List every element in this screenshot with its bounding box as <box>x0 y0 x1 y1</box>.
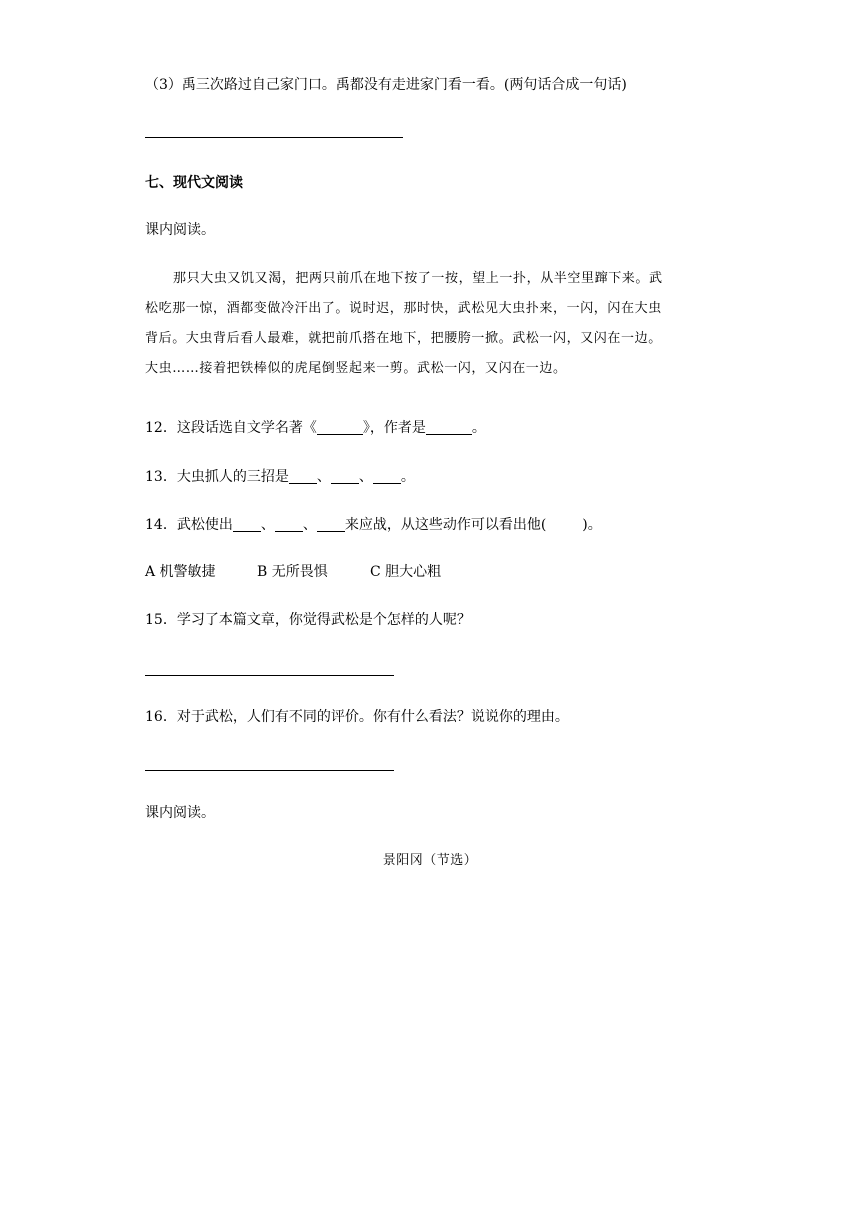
question-13: 13．大虫抓人的三招是 、 、 。 <box>145 469 415 485</box>
blank-action-2[interactable] <box>275 517 303 532</box>
blank-book-title[interactable] <box>317 420 363 435</box>
blank-author[interactable] <box>426 420 472 435</box>
q3-sentence: （3）禹三次路过自己家门口。禹都没有走进家门看一看。(两句话合成一句话) <box>145 77 627 93</box>
q16-answer-line[interactable] <box>145 770 394 771</box>
q3-answer-line <box>145 137 403 138</box>
blank-move-1[interactable] <box>289 469 317 484</box>
intro-label: 课内阅读。 <box>145 805 215 821</box>
option-a[interactable]: A 机警敏捷 <box>145 564 216 580</box>
question-14: 14．武松使出 、 、 来应战，从这些动作可以看出他( )。 <box>145 517 602 533</box>
blank-action-1[interactable] <box>233 517 261 532</box>
question-15: 15．学习了本篇文章，你觉得武松是个怎样的人呢？ <box>145 612 471 628</box>
option-c[interactable]: C 胆大心粗 <box>370 564 442 580</box>
passage-line: 背后。大虫背后看人最难，就把前爪搭在地下，把腰胯一掀。武松一闪，又闪在一边。 <box>145 331 662 346</box>
question-12: 12．这段话选自文学名著《 》，作者是 。 <box>145 420 486 436</box>
blank-action-3[interactable] <box>317 517 345 532</box>
intro-label: 课内阅读。 <box>145 222 215 238</box>
excerpt-title: 景阳冈（节选） <box>382 853 478 868</box>
passage-line: 大虫……接着把铁棒似的虎尾倒竖起来一剪。武松一闪，又闪在一边。 <box>145 361 567 376</box>
passage-line: 松吃那一惊，酒都变做冷汗出了。说时迟，那时快，武松见大虫扑来，一闪，闪在大虫 <box>145 301 662 316</box>
blank-move-3[interactable] <box>373 469 401 484</box>
question-16: 16．对于武松，人们有不同的评价。你有什么看法？说说你的理由。 <box>145 709 569 725</box>
passage-line: 那只大虫又饥又渴，把两只前爪在地下按了一按，望上一扑，从半空里蹿下来。武 <box>173 271 663 286</box>
section-heading: 七、现代文阅读 <box>145 175 243 191</box>
q15-answer-line[interactable] <box>145 675 394 676</box>
blank-move-2[interactable] <box>331 469 359 484</box>
option-b[interactable]: B 无所畏惧 <box>257 564 328 580</box>
q14-options <box>145 561 441 581</box>
